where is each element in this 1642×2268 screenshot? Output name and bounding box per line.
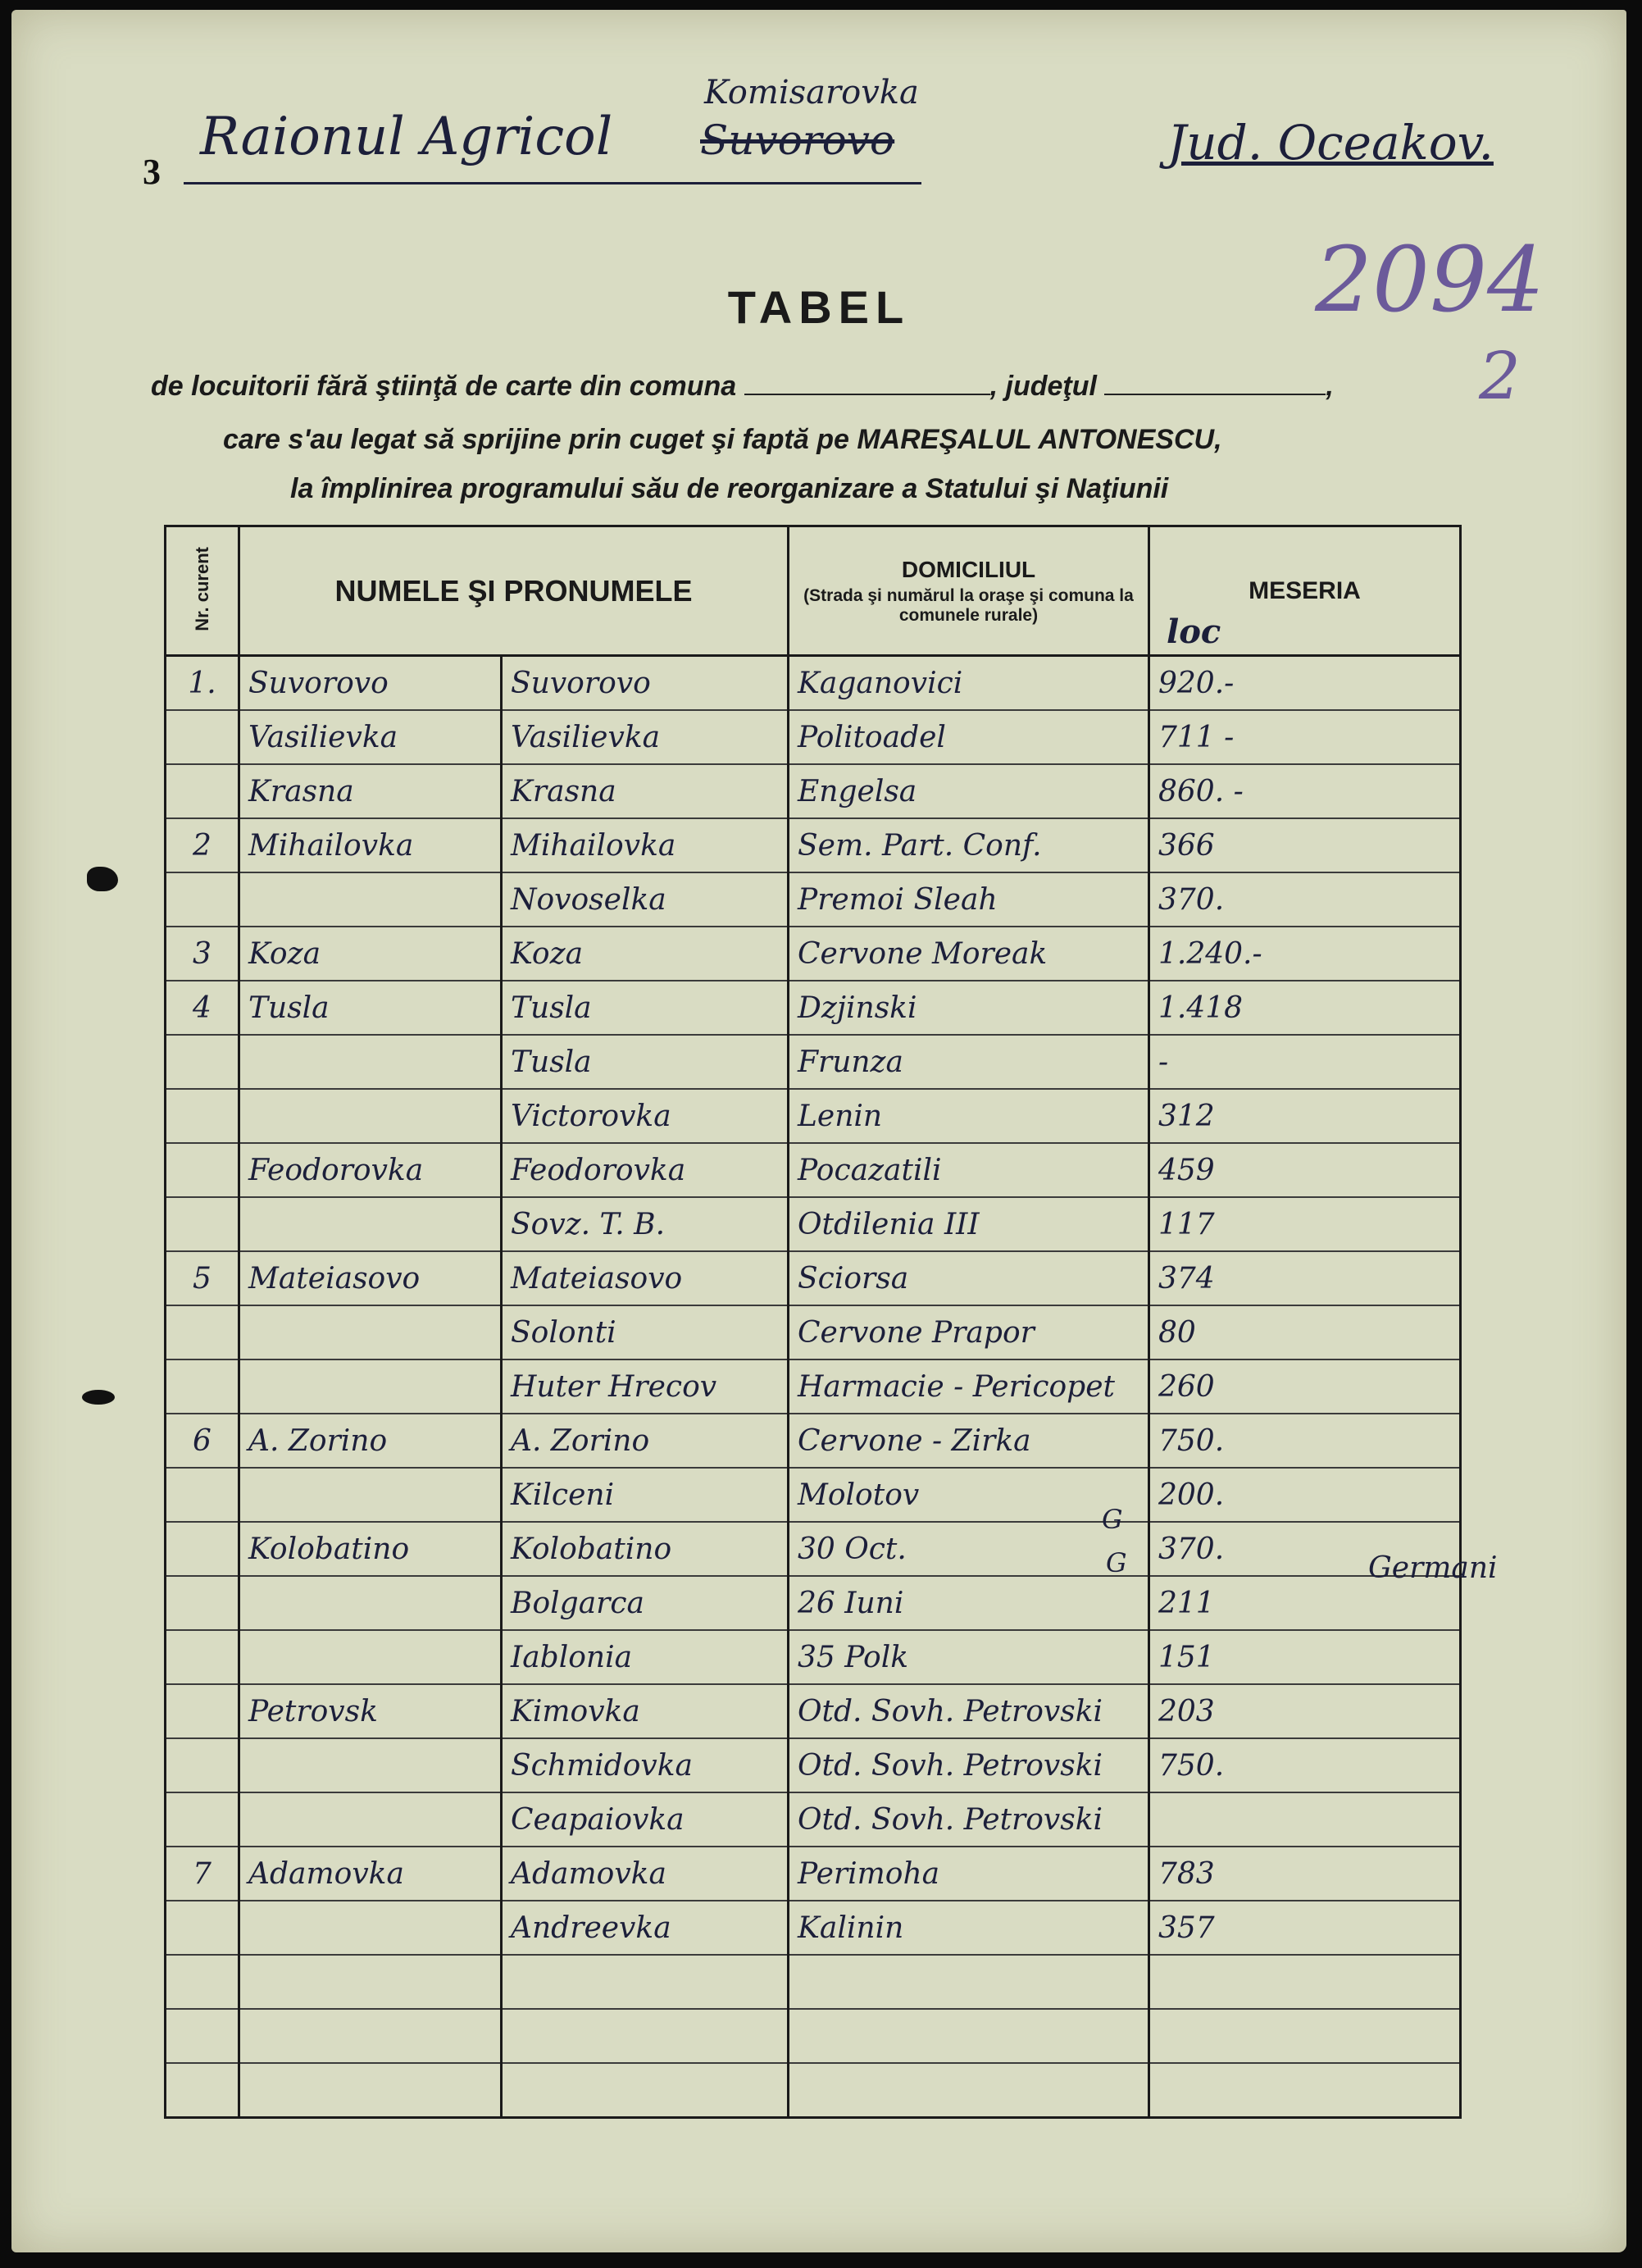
cell-raion — [239, 1089, 502, 1143]
raion-crossed: Suvorovo — [700, 116, 895, 164]
cell-kolhoz: Otdilenia III — [789, 1197, 1149, 1251]
cell-count: 151 — [1149, 1630, 1461, 1684]
cell-village: Schmidovka — [502, 1738, 789, 1792]
table-row — [166, 1901, 1461, 1955]
cell-kolhoz: Sem. Part. Conf. — [789, 818, 1149, 872]
cell-count — [1149, 2063, 1461, 2118]
cell-count: 750. — [1149, 1414, 1461, 1468]
cell-kolhoz: Dzjinski — [789, 981, 1149, 1035]
cell-nr — [166, 1468, 239, 1522]
cell-nr — [166, 1630, 239, 1684]
cell-village: Ceapaiovka — [502, 1792, 789, 1847]
cell-count: 860. - — [1149, 764, 1461, 818]
cell-village: Kilceni — [502, 1468, 789, 1522]
margin-note-g2: G — [1106, 1547, 1127, 1578]
table-row — [166, 764, 1461, 818]
cell-nr — [166, 764, 239, 818]
cell-count: 783 — [1149, 1847, 1461, 1901]
cell-nr — [166, 1955, 239, 2009]
cell-kolhoz: Sciorsa — [789, 1251, 1149, 1305]
cell-kolhoz: Kaganovici — [789, 656, 1149, 711]
cell-village: Tusla — [502, 981, 789, 1035]
margin-note-g1: G — [1102, 1504, 1123, 1535]
table-row — [166, 1738, 1461, 1792]
table-row — [166, 1197, 1461, 1251]
table-row — [166, 1359, 1461, 1414]
cell-village: Huter Hrecov — [502, 1359, 789, 1414]
cell-raion: Feodorovka — [239, 1143, 502, 1197]
cell-nr — [166, 1738, 239, 1792]
header-underline — [184, 182, 921, 184]
cell-raion: A. Zorino — [239, 1414, 502, 1468]
cell-kolhoz: Frunza — [789, 1035, 1149, 1089]
cell-count — [1149, 1955, 1461, 2009]
header-name-label: NUMELE ŞI PRONUMELE — [334, 573, 693, 608]
cell-raion — [239, 1576, 502, 1630]
cell-raion: Mateiasovo — [239, 1251, 502, 1305]
cell-kolhoz: Cervone - Zirka — [789, 1414, 1149, 1468]
cell-kolhoz: Kalinin — [789, 1901, 1149, 1955]
cell-raion: Mihailovka — [239, 818, 502, 872]
table-row — [166, 1630, 1461, 1684]
cell-nr: 2 — [166, 818, 239, 872]
cell-raion — [239, 1197, 502, 1251]
cell-raion — [239, 2009, 502, 2063]
subtitle-line-1 — [151, 371, 1334, 403]
commune-blank — [744, 394, 990, 395]
cell-village — [502, 2063, 789, 2118]
raion-label: Raionul Agricol — [200, 107, 613, 167]
cell-village — [502, 2009, 789, 2063]
cell-count: 1.418 — [1149, 981, 1461, 1035]
cell-kolhoz: Pocazatili — [789, 1143, 1149, 1197]
cell-count: 357 — [1149, 1901, 1461, 1955]
cell-village: Feodorovka — [502, 1143, 789, 1197]
cell-kolhoz: 26 Iuni — [789, 1576, 1149, 1630]
margin-mark: 2 — [1479, 338, 1521, 414]
table-row — [166, 1414, 1461, 1468]
cell-village: Koza — [502, 927, 789, 981]
cell-village: Kimovka — [502, 1684, 789, 1738]
cell-kolhoz: Molotov — [789, 1468, 1149, 1522]
cell-kolhoz: Politoadel — [789, 710, 1149, 764]
cell-village: Novoselka — [502, 872, 789, 927]
cell-nr — [166, 2063, 239, 2118]
cell-count: - — [1149, 1035, 1461, 1089]
cell-nr: 6 — [166, 1414, 239, 1468]
cell-count: 370. — [1149, 1522, 1461, 1576]
cell-kolhoz: Engelsa — [789, 764, 1149, 818]
table-row — [166, 1792, 1461, 1847]
cell-raion: Petrovsk — [239, 1684, 502, 1738]
cell-nr: 7 — [166, 1847, 239, 1901]
document-page — [11, 10, 1626, 2252]
stain — [82, 1390, 115, 1405]
cell-nr — [166, 1035, 239, 1089]
cell-count — [1149, 2009, 1461, 2063]
cell-kolhoz — [789, 1955, 1149, 2009]
cell-village: Andreevka — [502, 1901, 789, 1955]
judet-name: Jud. Oceakov. — [1167, 115, 1494, 171]
cell-raion — [239, 1035, 502, 1089]
cell-village: Victorovka — [502, 1089, 789, 1143]
cell-kolhoz: Cervone Prapor — [789, 1305, 1149, 1359]
margin-note-germani: Germani — [1368, 1551, 1498, 1585]
cell-village: Vasilievka — [502, 710, 789, 764]
header-nr-label: Nr. curent — [191, 546, 212, 631]
cell-count: 312 — [1149, 1089, 1461, 1143]
cell-nr: 3 — [166, 927, 239, 981]
cell-raion: Koza — [239, 927, 502, 981]
cell-nr — [166, 2009, 239, 2063]
table-row — [166, 818, 1461, 872]
table-row — [166, 1035, 1461, 1089]
cell-raion — [239, 1792, 502, 1847]
cell-kolhoz: Harmacie - Pericopet — [789, 1359, 1149, 1414]
cell-raion: Suvorovo — [239, 656, 502, 711]
document-title: TABEL — [727, 281, 911, 333]
cell-village: Tusla — [502, 1035, 789, 1089]
cell-kolhoz: Otd. Sovh. Petrovski — [789, 1738, 1149, 1792]
cell-raion — [239, 2063, 502, 2118]
cell-count — [1149, 1792, 1461, 1847]
cell-raion — [239, 1359, 502, 1414]
subtitle-line-1-end: , — [1326, 371, 1334, 402]
page-number: 3 — [143, 152, 161, 192]
cell-raion — [239, 1738, 502, 1792]
cell-nr — [166, 1792, 239, 1847]
cell-kolhoz: Otd. Sovh. Petrovski — [789, 1792, 1149, 1847]
cell-nr — [166, 872, 239, 927]
table-row — [166, 1468, 1461, 1522]
cell-raion: Kolobatino — [239, 1522, 502, 1576]
cell-nr — [166, 1576, 239, 1630]
cell-village: A. Zorino — [502, 1414, 789, 1468]
table-row — [166, 710, 1461, 764]
subtitle-line-3: la împlinirea programului său de reorganizare a Statului şi Naţiunii — [290, 473, 1169, 504]
cell-count: 374 — [1149, 1251, 1461, 1305]
cell-count: 80 — [1149, 1305, 1461, 1359]
table-row — [166, 1522, 1461, 1576]
table-row — [166, 2063, 1461, 2118]
cell-nr — [166, 1901, 239, 1955]
judet-blank — [1104, 394, 1326, 395]
cell-nr — [166, 710, 239, 764]
cell-village: Bolgarca — [502, 1576, 789, 1630]
cell-raion — [239, 1630, 502, 1684]
table-header-row — [166, 526, 1461, 656]
cell-raion — [239, 1901, 502, 1955]
cell-nr: 1. — [166, 656, 239, 711]
cell-raion: Krasna — [239, 764, 502, 818]
cell-kolhoz: Perimoha — [789, 1847, 1149, 1901]
cell-kolhoz: Otd. Sovh. Petrovski — [789, 1684, 1149, 1738]
subtitle-line-1-text: de locuitorii fără ştiinţă de carte din comuna — [151, 371, 737, 402]
cell-count: 459 — [1149, 1143, 1461, 1197]
cell-village: Sovz. T. B. — [502, 1197, 789, 1251]
cell-kolhoz — [789, 2063, 1149, 2118]
cell-kolhoz: 30 Oct. — [789, 1522, 1149, 1576]
cell-count: 203 — [1149, 1684, 1461, 1738]
cell-village: Suvorovo — [502, 656, 789, 711]
table-row — [166, 656, 1461, 711]
cell-count: 200. — [1149, 1468, 1461, 1522]
table-row — [166, 1955, 1461, 2009]
table-row — [166, 1251, 1461, 1305]
cell-count: 1.240.- — [1149, 927, 1461, 981]
cell-count: 211 — [1149, 1576, 1461, 1630]
cell-count: 750. — [1149, 1738, 1461, 1792]
table-row — [166, 1089, 1461, 1143]
cell-count: 370. — [1149, 872, 1461, 927]
cell-village: Mateiasovo — [502, 1251, 789, 1305]
header-occupation-note: loc — [1167, 613, 1221, 651]
cell-nr: 4 — [166, 981, 239, 1035]
cell-count: 366 — [1149, 818, 1461, 872]
cell-raion — [239, 1468, 502, 1522]
header-occupation-label: MESERIA — [1249, 576, 1361, 604]
cell-kolhoz: Cervone Moreak — [789, 927, 1149, 981]
table-row — [166, 1684, 1461, 1738]
table-row — [166, 981, 1461, 1035]
header-nr — [166, 526, 239, 656]
cell-count: 260 — [1149, 1359, 1461, 1414]
header-occupation — [1149, 526, 1461, 656]
registry-number: 2094 — [1315, 227, 1544, 332]
cell-village: Krasna — [502, 764, 789, 818]
cell-kolhoz: Lenin — [789, 1089, 1149, 1143]
header-domicile — [789, 526, 1149, 656]
cell-village: Kolobatino — [502, 1522, 789, 1576]
literacy-table — [164, 525, 1462, 2119]
cell-nr — [166, 1522, 239, 1576]
cell-nr — [166, 1197, 239, 1251]
cell-village: Solonti — [502, 1305, 789, 1359]
subtitle-line-2: care s'au legat să sprijine prin cuget şi faptă pe MAREŞALUL ANTONESCU, — [223, 424, 1222, 455]
cell-kolhoz — [789, 2009, 1149, 2063]
header-name — [239, 526, 789, 656]
header-domicile-sub: (Strada şi numărul la oraşe şi comuna la comunele rurale) — [803, 585, 1134, 625]
cell-kolhoz: 35 Polk — [789, 1630, 1149, 1684]
cell-nr — [166, 1359, 239, 1414]
table-row — [166, 1143, 1461, 1197]
cell-nr — [166, 1143, 239, 1197]
raion-correction: Komisarovka — [704, 74, 919, 112]
cell-count: 117 — [1149, 1197, 1461, 1251]
cell-raion — [239, 872, 502, 927]
table-row — [166, 927, 1461, 981]
stain — [87, 867, 118, 891]
cell-raion: Adamovka — [239, 1847, 502, 1901]
table-row — [166, 1305, 1461, 1359]
table-row — [166, 1847, 1461, 1901]
subtitle-line-1-judet: , judeţul — [989, 371, 1097, 402]
cell-raion: Vasilievka — [239, 710, 502, 764]
cell-village: Iablonia — [502, 1630, 789, 1684]
table-row — [166, 1576, 1461, 1630]
cell-raion — [239, 1305, 502, 1359]
cell-nr — [166, 1305, 239, 1359]
cell-nr — [166, 1684, 239, 1738]
table-row — [166, 2009, 1461, 2063]
cell-raion — [239, 1955, 502, 2009]
cell-village — [502, 1955, 789, 2009]
cell-nr: 5 — [166, 1251, 239, 1305]
cell-kolhoz: Premoi Sleah — [789, 872, 1149, 927]
cell-nr — [166, 1089, 239, 1143]
cell-raion: Tusla — [239, 981, 502, 1035]
cell-count: 711 - — [1149, 710, 1461, 764]
cell-village: Adamovka — [502, 1847, 789, 1901]
header-domicile-title: DOMICILIUL — [901, 556, 1036, 582]
cell-count: 920.- — [1149, 656, 1461, 711]
cell-village: Mihailovka — [502, 818, 789, 872]
table-row — [166, 872, 1461, 927]
